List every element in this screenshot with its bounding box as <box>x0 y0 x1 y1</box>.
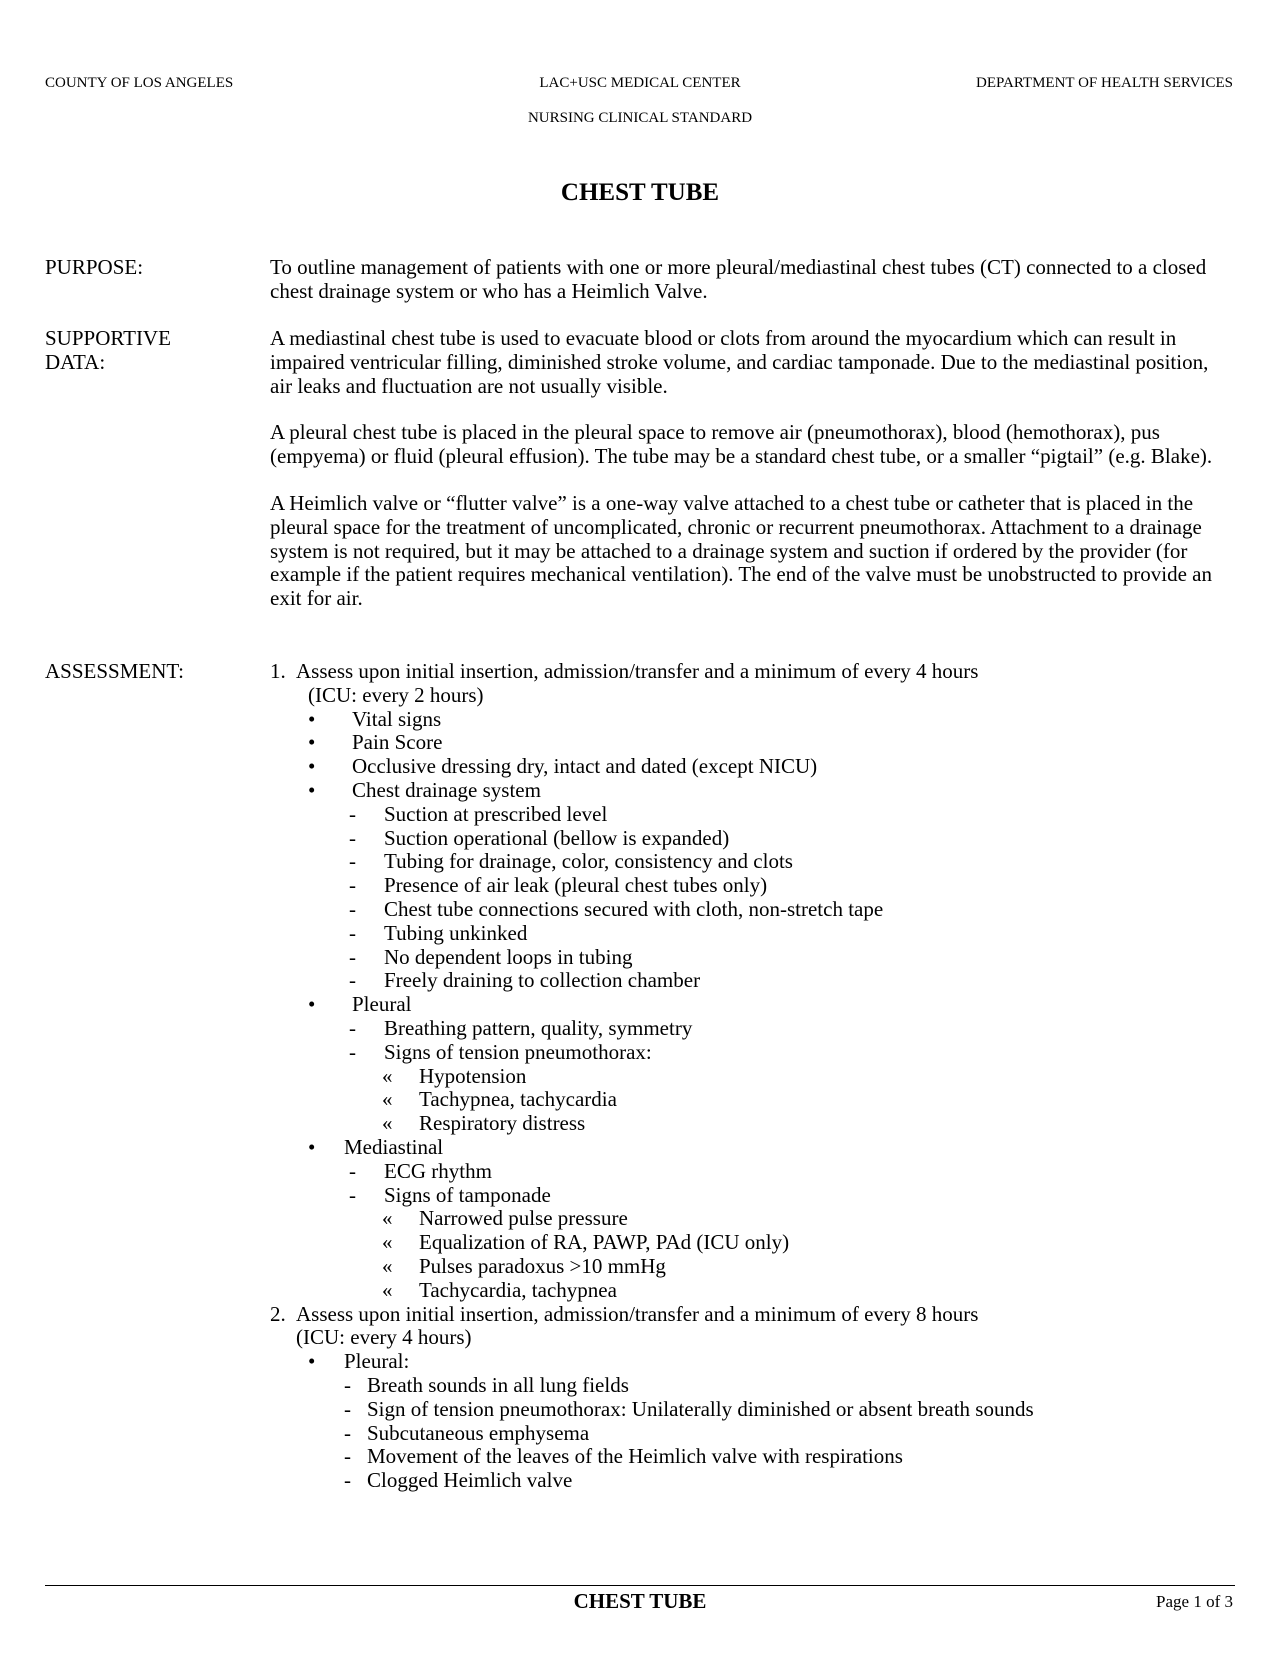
item-continuation: (ICU: every 4 hours) <box>296 1325 472 1350</box>
item-text: Suction operational (bellow is expanded) <box>384 825 730 850</box>
list-item <box>270 1279 1235 1303</box>
supportive-label-line1: SUPPORTIVE <box>45 326 171 350</box>
guillemet-icon: « <box>382 1111 393 1136</box>
guillemet-icon: « <box>382 1253 393 1278</box>
list-item <box>270 1160 1235 1184</box>
dash-icon: - <box>344 1396 351 1421</box>
list-item <box>270 827 1235 851</box>
list-item <box>270 1255 1235 1279</box>
bullet-icon: • <box>308 754 316 779</box>
bullet-icon: • <box>308 1134 316 1159</box>
dash-icon: - <box>349 801 356 826</box>
list-item <box>270 731 1235 755</box>
item-text: Narrowed pulse pressure <box>419 1206 628 1231</box>
bullet-icon: • <box>308 992 316 1017</box>
list-item <box>270 1350 1235 1374</box>
dash-icon: - <box>349 944 356 969</box>
document-title: CHEST TUBE <box>560 179 720 206</box>
supportive-paragraph: A Heimlich valve or “flutter valve” is a one-way valve attached to a chest tube or catheter that is placed in the pleural space for the treatment of uncomplicated, chronic or recurrent pneumothorax. Attachment to a drainage system is not required, but it may be attached to a drainage system and suction if ordered by the provider (for example if the patient requires mechanical ventilation). The end of the valve must be unobstructed to provide an exit for air. <box>270 490 1212 611</box>
purpose-section <box>45 256 1235 304</box>
item-text: Pleural <box>352 992 412 1017</box>
list-item <box>270 1445 1235 1469</box>
bullet-icon: • <box>308 706 316 731</box>
list-item <box>270 874 1235 898</box>
supportive-label <box>45 327 245 375</box>
item-number: 1. <box>270 659 286 683</box>
dash-icon: - <box>349 1158 356 1183</box>
item-text: ECG rhythm <box>384 1158 492 1183</box>
item-text: Clogged Heimlich valve <box>367 1468 573 1493</box>
guillemet-icon: « <box>382 1206 393 1231</box>
dash-icon: - <box>349 896 356 921</box>
dash-icon: - <box>349 920 356 945</box>
list-item <box>270 1017 1235 1041</box>
item-text: Assess upon initial insertion, admission/transfer and a minimum of every 8 hours <box>296 1301 979 1326</box>
item-text: Vital signs <box>352 706 442 731</box>
item-text: Suction at prescribed level <box>384 801 608 826</box>
dash-icon: - <box>349 849 356 874</box>
list-item <box>270 1184 1235 1208</box>
bullet-icon: • <box>308 777 316 802</box>
item-continuation: (ICU: every 2 hours) <box>308 682 484 707</box>
bullet-icon: • <box>308 1349 316 1374</box>
supportive-data-section <box>45 327 1235 611</box>
item-text: Equalization of RA, PAWP, PAd (ICU only) <box>419 1230 790 1255</box>
purpose-label: PURPOSE: <box>45 255 144 279</box>
supportive-label-line2: DATA: <box>45 349 106 374</box>
assessment-section <box>45 660 1235 1493</box>
header-department: DEPARTMENT OF HEALTH SERVICES <box>976 75 1233 91</box>
list-item <box>270 779 1235 803</box>
list-item <box>270 1374 1235 1398</box>
list-item <box>270 1112 1235 1136</box>
list-item <box>270 1088 1235 1112</box>
page-number: Page 1 of 3 <box>1156 1592 1233 1611</box>
list-item <box>270 1303 1235 1327</box>
list-item <box>270 969 1235 993</box>
item-text: Tachycardia, tachypnea <box>419 1277 617 1302</box>
item-text: Hypotension <box>419 1063 527 1088</box>
item-text: Movement of the leaves of the Heimlich valve with respirations <box>367 1444 903 1469</box>
item-text: Tubing unkinked <box>384 920 528 945</box>
dash-icon: - <box>349 1182 356 1207</box>
list-item <box>270 898 1235 922</box>
list-item <box>270 755 1235 779</box>
dash-icon: - <box>344 1372 351 1397</box>
item-text: Presence of air leak (pleural chest tubes only) <box>384 873 768 898</box>
list-item <box>270 1065 1235 1089</box>
dash-icon: - <box>349 1015 356 1040</box>
footer-title: CHEST TUBE <box>573 1589 707 1613</box>
list-item <box>270 1231 1235 1255</box>
item-text: Sign of tension pneumothorax: Unilaterally diminished or absent breath sounds <box>367 1396 1034 1421</box>
item-text: No dependent loops in tubing <box>384 944 633 969</box>
purpose-text: To outline management of patients with one or more pleural/mediastinal chest tubes (CT) connected to a closed chest drainage system or who has a Heimlich Valve. <box>270 255 1207 303</box>
list-item <box>270 1207 1235 1231</box>
header-subtitle: NURSING CLINICAL STANDARD <box>527 110 753 126</box>
supportive-paragraph: A pleural chest tube is placed in the pleural space to remove air (pneumothorax), blood (hemothorax), pus (empyema) or fluid (pleural effusion). The tube may be a standard chest tube, or a smaller “pigtail” (e.g. Blake). <box>270 420 1213 469</box>
list-item <box>270 803 1235 827</box>
list-item <box>270 1136 1235 1160</box>
guillemet-icon: « <box>382 1063 393 1088</box>
item-text: Tachypnea, tachycardia <box>419 1087 617 1112</box>
dash-icon: - <box>349 873 356 898</box>
item-text: Assess upon initial insertion, admission/transfer and a minimum of every 4 hours <box>296 659 979 683</box>
list-item <box>270 993 1235 1017</box>
bullet-icon: • <box>308 730 316 755</box>
item-text: Breathing pattern, quality, symmetry <box>384 1015 693 1040</box>
item-text: Freely draining to collection chamber <box>384 968 701 993</box>
item-text: Pain Score <box>352 730 443 755</box>
list-item <box>270 1041 1235 1065</box>
item-text: Signs of tamponade <box>384 1182 551 1207</box>
dash-icon: - <box>349 825 356 850</box>
list-item <box>270 1469 1235 1493</box>
dash-icon: - <box>344 1468 351 1493</box>
guillemet-icon: « <box>382 1087 393 1112</box>
item-text: Breath sounds in all lung fields <box>367 1372 629 1397</box>
item-text: Signs of tension pneumothorax: <box>384 1039 652 1064</box>
assessment-label: ASSESSMENT: <box>45 659 184 683</box>
list-item <box>270 660 1235 684</box>
list-item <box>270 1422 1235 1446</box>
dash-icon: - <box>349 1039 356 1064</box>
list-item <box>270 850 1235 874</box>
header-medical-center: LAC+USC MEDICAL CENTER <box>539 75 741 91</box>
item-text: Mediastinal <box>344 1134 444 1159</box>
list-item <box>270 922 1235 946</box>
item-text: Pleural: <box>344 1349 410 1374</box>
list-item <box>270 946 1235 970</box>
guillemet-icon: « <box>382 1277 393 1302</box>
header-county: COUNTY OF LOS ANGELES <box>45 75 234 91</box>
dash-icon: - <box>349 968 356 993</box>
item-text: Tubing for drainage, color, consistency and clots <box>384 849 793 874</box>
item-number: 2. <box>270 1301 286 1326</box>
item-text: Chest drainage system <box>352 777 541 802</box>
dash-icon: - <box>344 1420 351 1445</box>
item-text: Respiratory distress <box>419 1111 586 1136</box>
item-text: Chest tube connections secured with cloth, non-stretch tape <box>384 896 884 921</box>
item-text: Pulses paradoxus >10 mmHg <box>419 1253 666 1278</box>
guillemet-icon: « <box>382 1230 393 1255</box>
supportive-paragraph: A mediastinal chest tube is used to evacuate blood or clots from around the myocardium which can result in impaired ventricular filling, diminished stroke volume, and cardiac tamponade. Due to the mediastinal position, air leaks and fluctuation are not usually visible. <box>270 326 1209 398</box>
item-text: Occlusive dressing dry, intact and dated (except NICU) <box>352 754 818 779</box>
footer-divider <box>45 1585 1235 1586</box>
dash-icon: - <box>344 1444 351 1469</box>
item-text: Subcutaneous emphysema <box>367 1420 590 1445</box>
list-item <box>270 708 1235 732</box>
list-item <box>270 1398 1235 1422</box>
